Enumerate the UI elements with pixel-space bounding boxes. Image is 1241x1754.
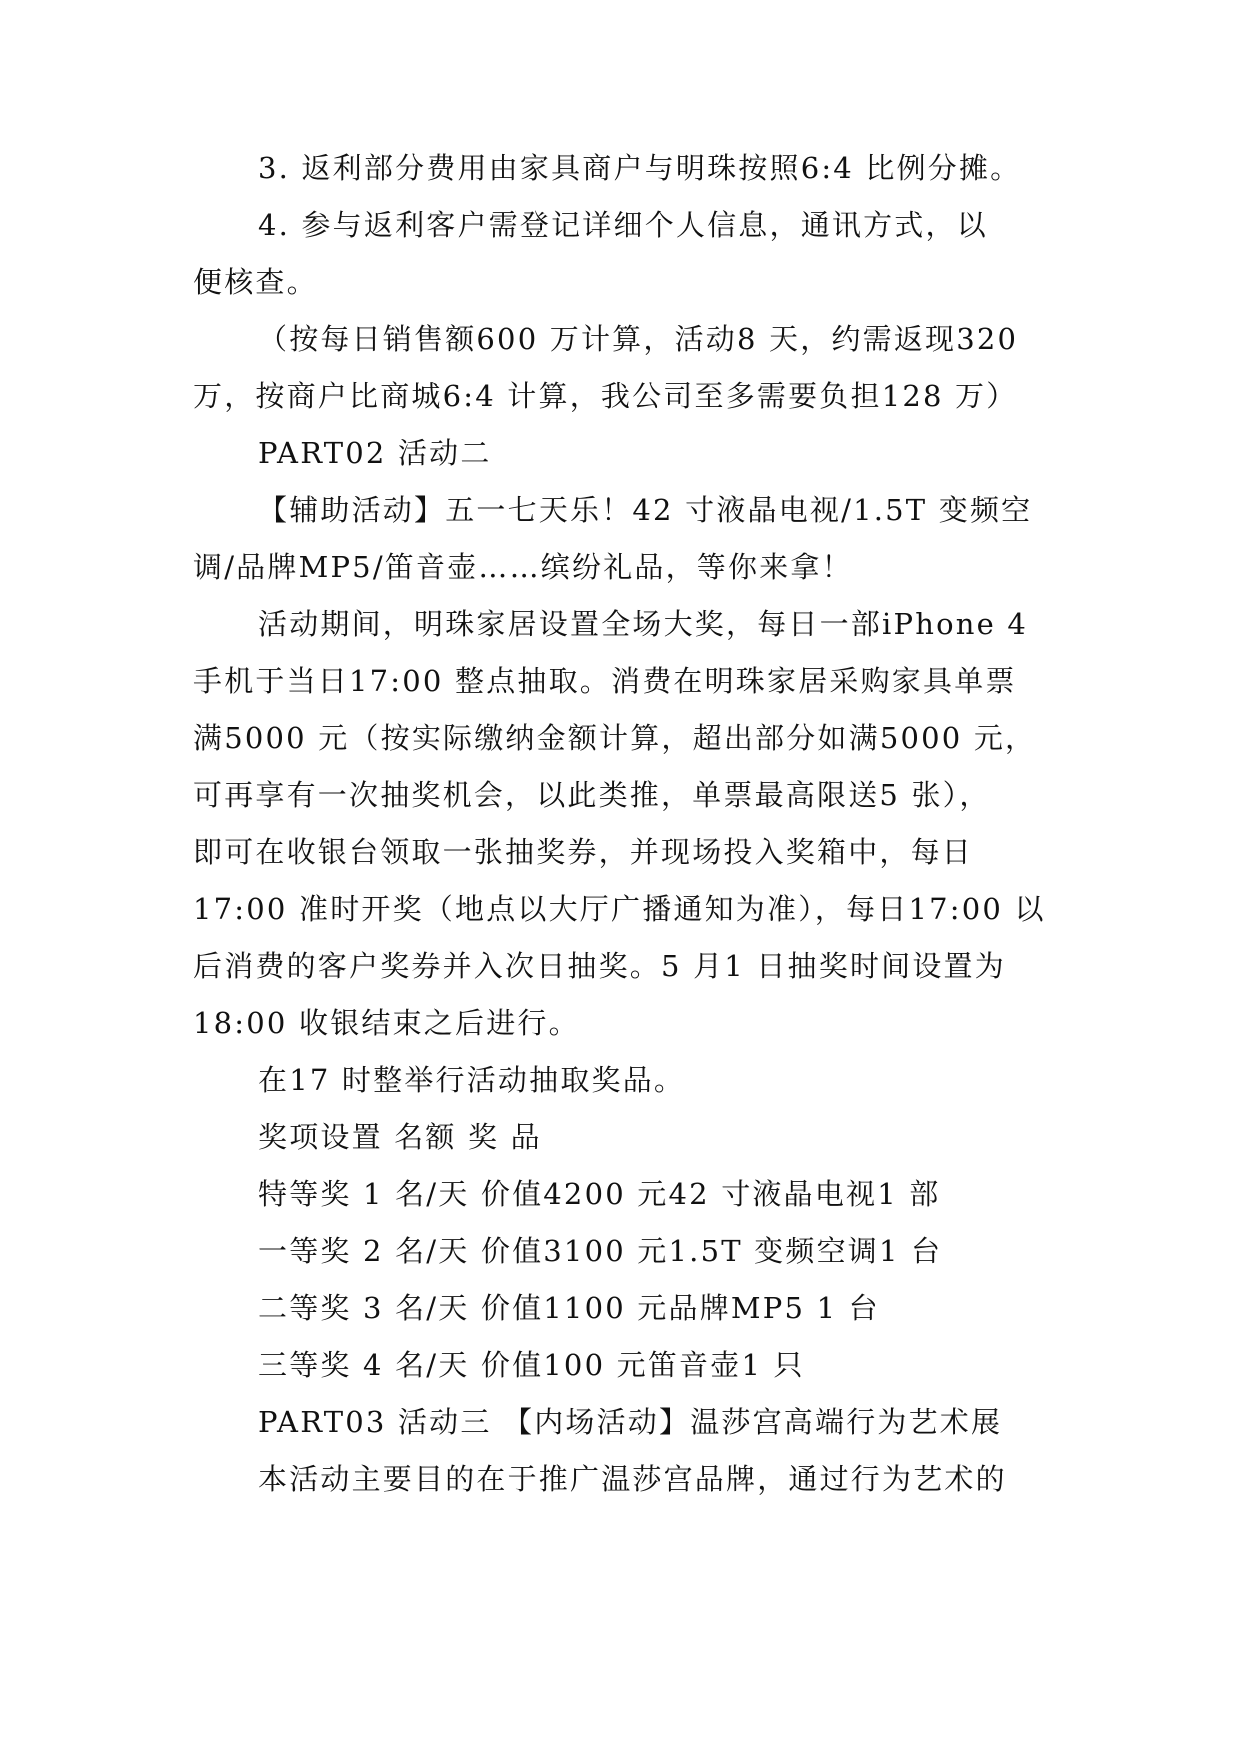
- paragraph-line: 调/品牌MP5/笛音壶……缤纷礼品，等你来拿！: [193, 550, 853, 584]
- prize-row: 特等奖 1 名/天 价值4200 元42 寸液晶电视1 部: [258, 1177, 941, 1211]
- paragraph-line: （按每日销售额600 万计算，活动8 天，约需返现320: [258, 322, 1019, 356]
- prize-row: 二等奖 3 名/天 价值1100 元品牌MP5 1 台: [258, 1291, 880, 1325]
- paragraph-line: 即可在收银台领取一张抽奖券，并现场投入奖箱中，每日: [193, 835, 974, 869]
- paragraph-line: 后消费的客户奖券并入次日抽奖。5 月1 日抽奖时间设置为: [193, 949, 1006, 983]
- prize-row: 三等奖 4 名/天 价值100 元笛音壶1 只: [258, 1348, 805, 1382]
- paragraph-line: 本活动主要目的在于推广温莎宫品牌，通过行为艺术的: [258, 1462, 1007, 1496]
- paragraph-line: 在17 时整举行活动抽取奖品。: [258, 1063, 686, 1097]
- prize-row: 一等奖 2 名/天 价值3100 元1.5T 变频空调1 台: [258, 1234, 943, 1268]
- paragraph-line: 【辅助活动】五一七天乐！42 寸液晶电视/1.5T 变频空: [258, 493, 1033, 527]
- paragraph-line: 17:00 准时开奖（地点以大厅广播通知为准），每日17:00 以: [193, 892, 1046, 926]
- section-heading: PART03 活动三 【内场活动】温莎宫高端行为艺术展: [258, 1405, 1003, 1439]
- paragraph-line: 18:00 收银结束之后进行。: [193, 1006, 580, 1040]
- paragraph-line: 可再享有一次抽奖机会，以此类推，单票最高限送5 张），: [193, 778, 991, 812]
- paragraph-line: 满5000 元（按实际缴纳金额计算，超出部分如满5000 元，: [193, 721, 1037, 755]
- prize-table-header: 奖项设置 名额 奖 品: [258, 1120, 542, 1154]
- paragraph-line: 活动期间，明珠家居设置全场大奖，每日一部iPhone 4: [258, 607, 1029, 641]
- paragraph-line: 便核查。: [193, 265, 318, 299]
- paragraph-line: 3. 返利部分费用由家具商户与明珠按照6:4 比例分摊。: [258, 151, 1022, 185]
- paragraph-line: 万，按商户比商城6:4 计算，我公司至多需要负担128 万）: [193, 379, 1018, 413]
- paragraph-line: 4. 参与返利客户需登记详细个人信息，通讯方式，以: [258, 208, 988, 242]
- paragraph-line: 手机于当日17:00 整点抽取。消费在明珠家居采购家具单票: [193, 664, 1017, 698]
- section-heading: PART02 活动二: [258, 436, 492, 470]
